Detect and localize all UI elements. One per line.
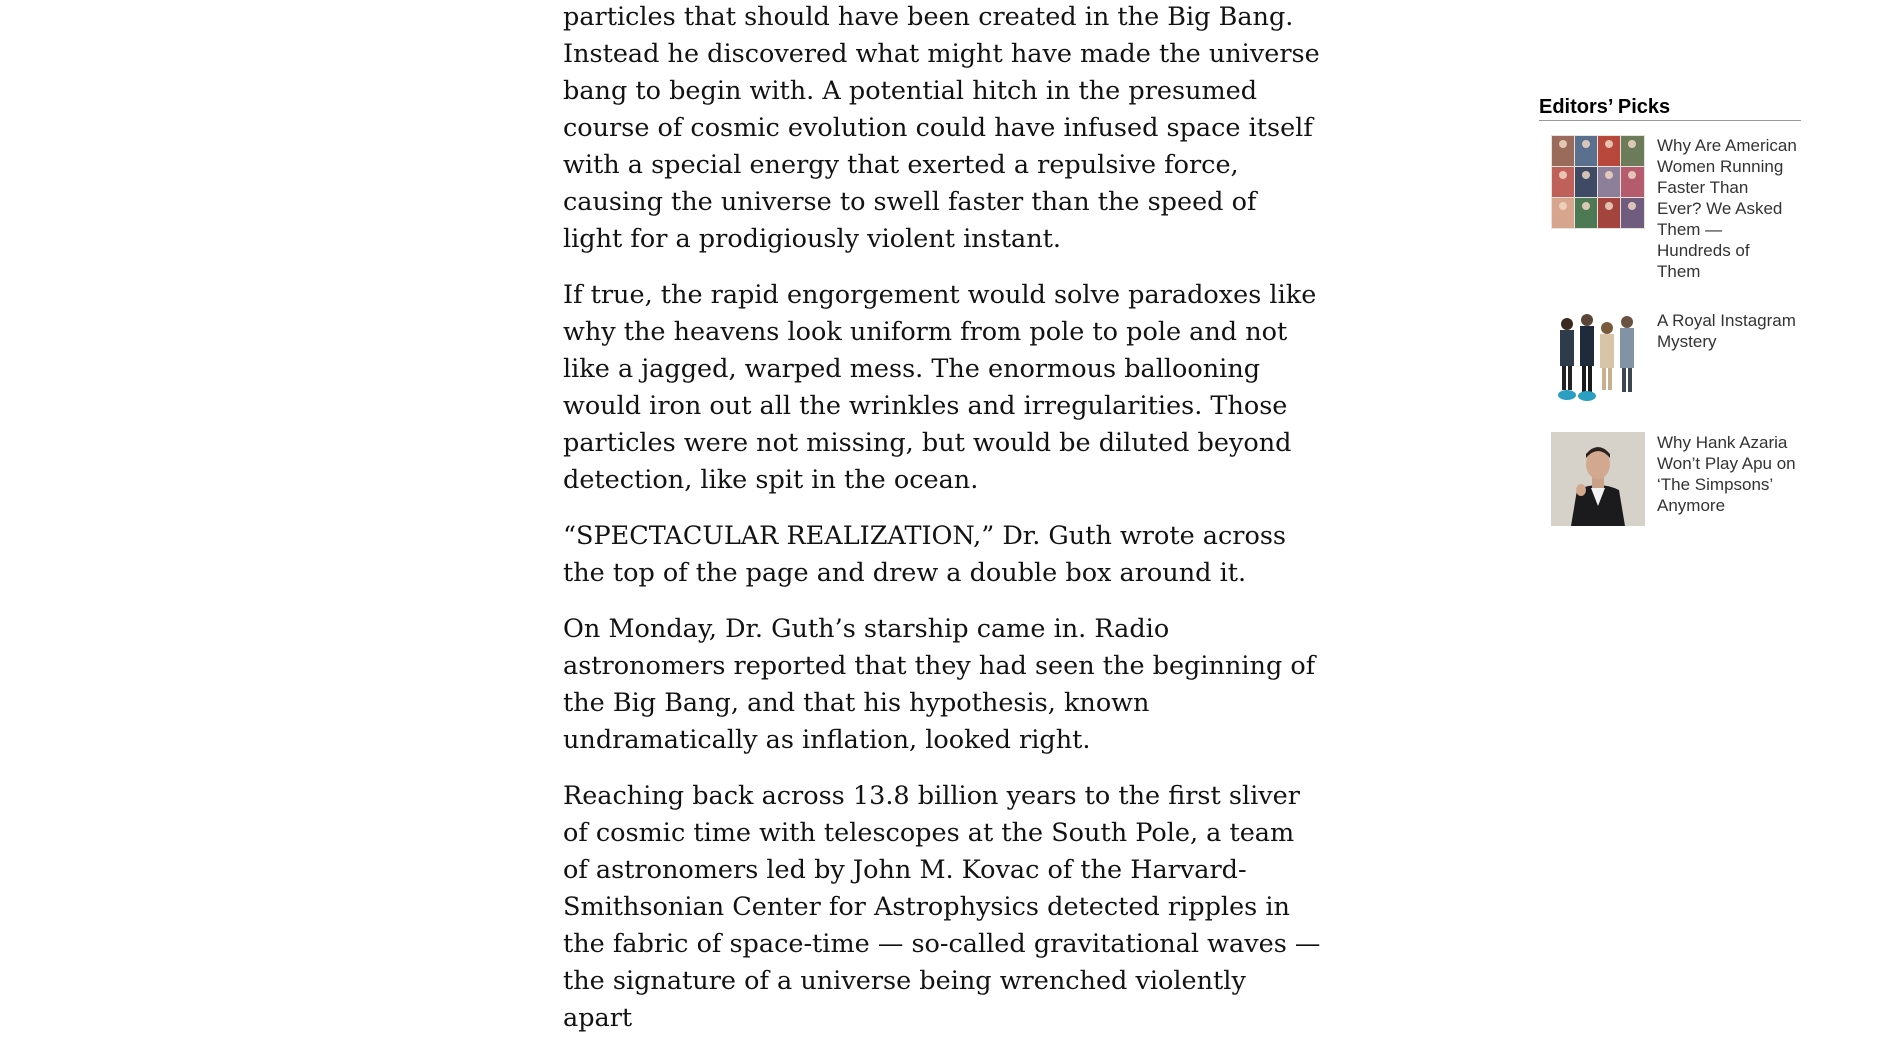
article-paragraph: “SPECTACULAR REALIZATION,” Dr. Guth wrote across the top of the page and drew a double box around it.: [563, 521, 1286, 588]
editors-pick-headline[interactable]: Why Hank Azaria Won’t Play Apu on ‘The Simpsons’ Anymore: [1657, 433, 1796, 515]
editors-picks-title: Editors’ Picks: [1539, 96, 1801, 121]
portrait-photo[interactable]: [1551, 432, 1645, 526]
article-paragraph: On Monday, Dr. Guth’s starship came in. Radio astronomers reported that they had seen the beginning of the Big Bang, and that his hypothesis, known undramatically as inflation, looked right.: [563, 614, 1316, 755]
article-paragraph: Reaching back across 13.8 billion years to the first sliver of cosmic time with telescopes at the South Pole, a team of astronomers led by John M. Kovac of the Harvard-Smithsonian Center for Astrophysics detected ripples in the fabric of space-time — so-called gravitational waves — the signature of a universe being wrenched violently apart: [563, 781, 1321, 1033]
article-paragraph: particles that should have been created in the Big Bang. Instead he discovered what might have made the universe bang to begin with. A potential hitch in the presumed course of cosmic evolution could have infused space itself with a special energy that exerted a repulsive force, causing the universe to swell faster than the speed of light for a prodigiously violent instant.: [563, 2, 1320, 254]
editors-pick-item[interactable]: [1539, 135, 1801, 282]
editors-pick-headline[interactable]: A Royal Instagram Mystery: [1657, 311, 1796, 351]
article-body: [563, 0, 1323, 1056]
editors-picks: [1539, 96, 1801, 554]
royal-family-photo[interactable]: [1551, 310, 1645, 404]
article-paragraph: If true, the rapid engorgement would solve paradoxes like why the heavens look uniform from pole to pole and not like a jagged, warped mess. The enormous ballooning would iron out all the wrinkles and irregularities. Those particles were not missing, but would be diluted beyond detection, like spit in the ocean.: [563, 280, 1317, 495]
runners-grid-photo[interactable]: [1551, 135, 1645, 229]
editors-pick-item[interactable]: [1539, 432, 1801, 526]
editors-pick-item[interactable]: [1539, 310, 1801, 404]
editors-pick-headline[interactable]: Why Are American Women Running Faster Than Ever? We Asked Them — Hundreds of Them: [1657, 136, 1797, 281]
